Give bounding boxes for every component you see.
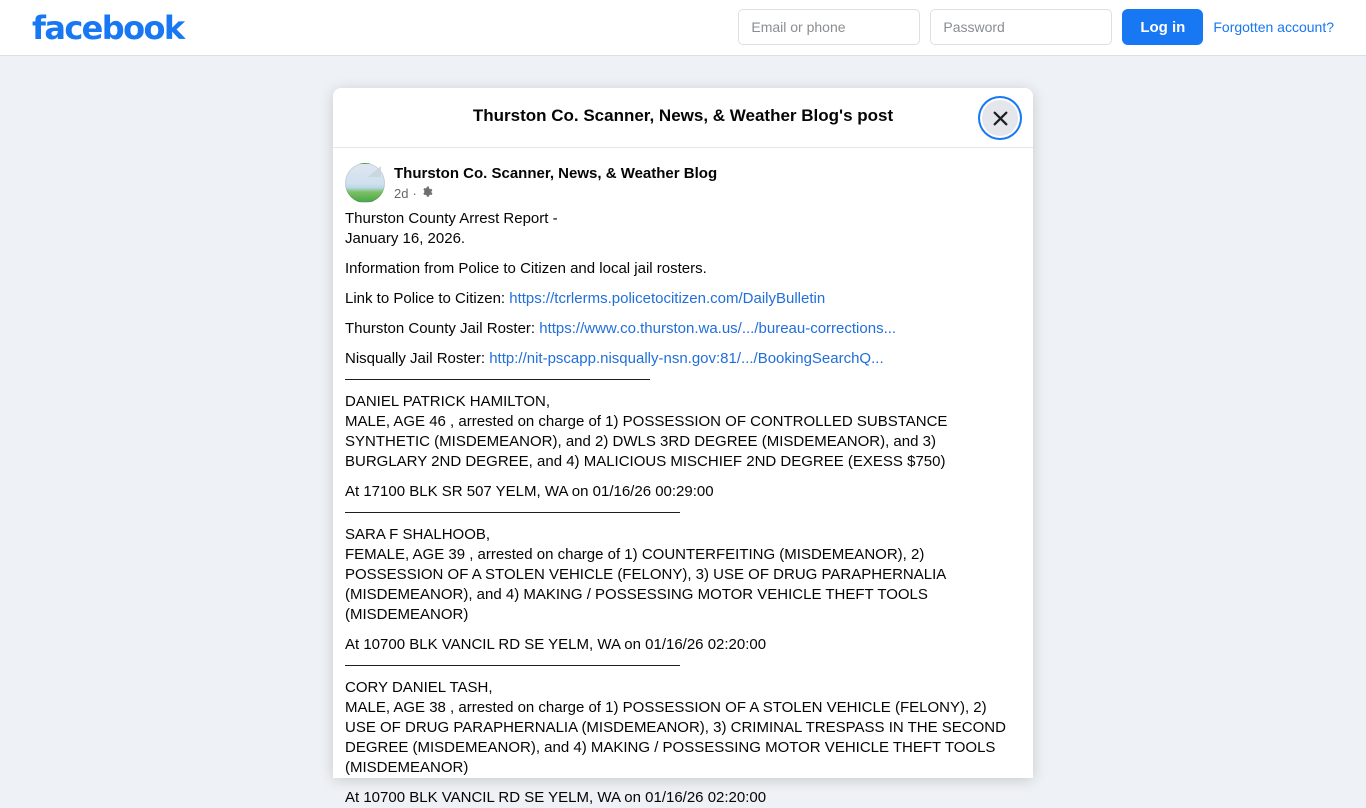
page-name-link[interactable]: Thurston Co. Scanner, News, & Weather Blog <box>394 165 718 182</box>
post-dialog <box>333 88 1033 806</box>
arrest-record-location: At 17100 BLK SR 507 YELM, WA on 01/16/26 00:29:00 <box>345 483 714 500</box>
arrest-record <box>345 525 1013 655</box>
arrest-record-name: SARA F SHALHOOB, <box>345 526 491 543</box>
record-divider <box>345 512 680 513</box>
post-timestamp[interactable]: 2d <box>394 186 409 201</box>
dialog-header <box>333 88 1033 148</box>
link-label: Link to Police to Citizen: <box>345 290 510 307</box>
record-divider <box>345 665 680 666</box>
record-divider <box>345 379 650 380</box>
facebook-logo[interactable]: facebook <box>32 9 184 47</box>
arrest-record <box>345 678 1013 808</box>
post-subline <box>394 185 717 202</box>
arrest-record-location: At 10700 BLK VANCIL RD SE YELM, WA on 01/16/26 02:20:00 <box>345 789 767 806</box>
link-row-police-to-citizen <box>345 289 1013 309</box>
nisqually-jail-roster-link[interactable]: http://nit-pscapp.nisqually-nsn.gov:81/.../BookingSearchQ... <box>489 350 884 367</box>
arrest-record-charges: FEMALE, AGE 39 , arrested on charge of 1) COUNTERFEITING (MISDEMEANOR), 2) POSSESSION OF A STOLEN VEHICLE (FELONY), 3) USE OF DRUG PARAPHERNALIA (MISDEMEANOR), and 4) MAKING / POSSESSING MOTOR VEHICLE THEFT TOOLS (MISDEMEANOR) <box>345 546 946 623</box>
close-icon <box>992 110 1009 127</box>
arrest-record <box>345 392 1013 502</box>
forgotten-account-link[interactable]: Forgotten account? <box>1213 19 1334 35</box>
arrest-record-name: CORY DANIEL TASH, <box>345 679 493 696</box>
subline-separator: · <box>412 186 417 201</box>
login-form <box>738 9 1334 45</box>
post-info-line: Information from Police to Citizen and local jail rosters. <box>345 260 707 277</box>
close-button[interactable] <box>982 100 1018 136</box>
link-row-nisqually-jail-roster <box>345 349 1013 369</box>
link-label: Thurston County Jail Roster: <box>345 320 540 337</box>
arrest-record-name: DANIEL PATRICK HAMILTON, <box>345 393 551 410</box>
top-navigation-bar <box>0 0 1366 56</box>
police-to-citizen-link[interactable]: https://tcrlerms.policetocitizen.com/DailyBulletin <box>509 290 826 307</box>
gear-icon[interactable] <box>421 185 433 202</box>
arrest-record-charges: MALE, AGE 46 , arrested on charge of 1) POSSESSION OF CONTROLLED SUBSTANCE SYNTHETIC (MISDEMEANOR), and 2) DWLS 3RD DEGREE (MISDEMEANOR), and 3) BURGLARY 2ND DEGREE, and 4) MALICIOUS MISCHIEF 2ND DEGREE (EXESS $750) <box>345 413 948 470</box>
password-input[interactable] <box>930 9 1112 45</box>
link-row-thurston-jail-roster <box>345 319 1013 339</box>
arrest-record-charges: MALE, AGE 38 , arrested on charge of 1) POSSESSION OF A STOLEN VEHICLE (FELONY), 2) USE OF DRUG PARAPHERNALIA (MISDEMEANOR), 3) CRIMINAL TRESPASS IN THE SECOND DEGREE (MISDEMEANOR), and 4) MAKING / POSSESSING MOTOR VEHICLE THEFT TOOLS (MISDEMEANOR) <box>345 699 1006 776</box>
post-content <box>333 148 1033 806</box>
post-author-header <box>345 160 1013 209</box>
email-or-phone-input[interactable] <box>738 9 920 45</box>
arrest-record-location: At 10700 BLK VANCIL RD SE YELM, WA on 01/16/26 02:20:00 <box>345 636 767 653</box>
dialog-title: Thurston Co. Scanner, News, & Weather Blog's post <box>472 106 894 125</box>
thurston-jail-roster-link[interactable]: https://www.co.thurston.wa.us/.../bureau-corrections... <box>539 320 897 337</box>
post-title-line-2: January 16, 2026. <box>345 230 466 247</box>
avatar[interactable] <box>345 163 385 203</box>
log-in-button[interactable]: Log in <box>1122 9 1203 45</box>
post-author-meta <box>394 163 717 202</box>
post-title-line-1: Thurston County Arrest Report - <box>345 210 558 227</box>
link-label: Nisqually Jail Roster: <box>345 350 490 367</box>
